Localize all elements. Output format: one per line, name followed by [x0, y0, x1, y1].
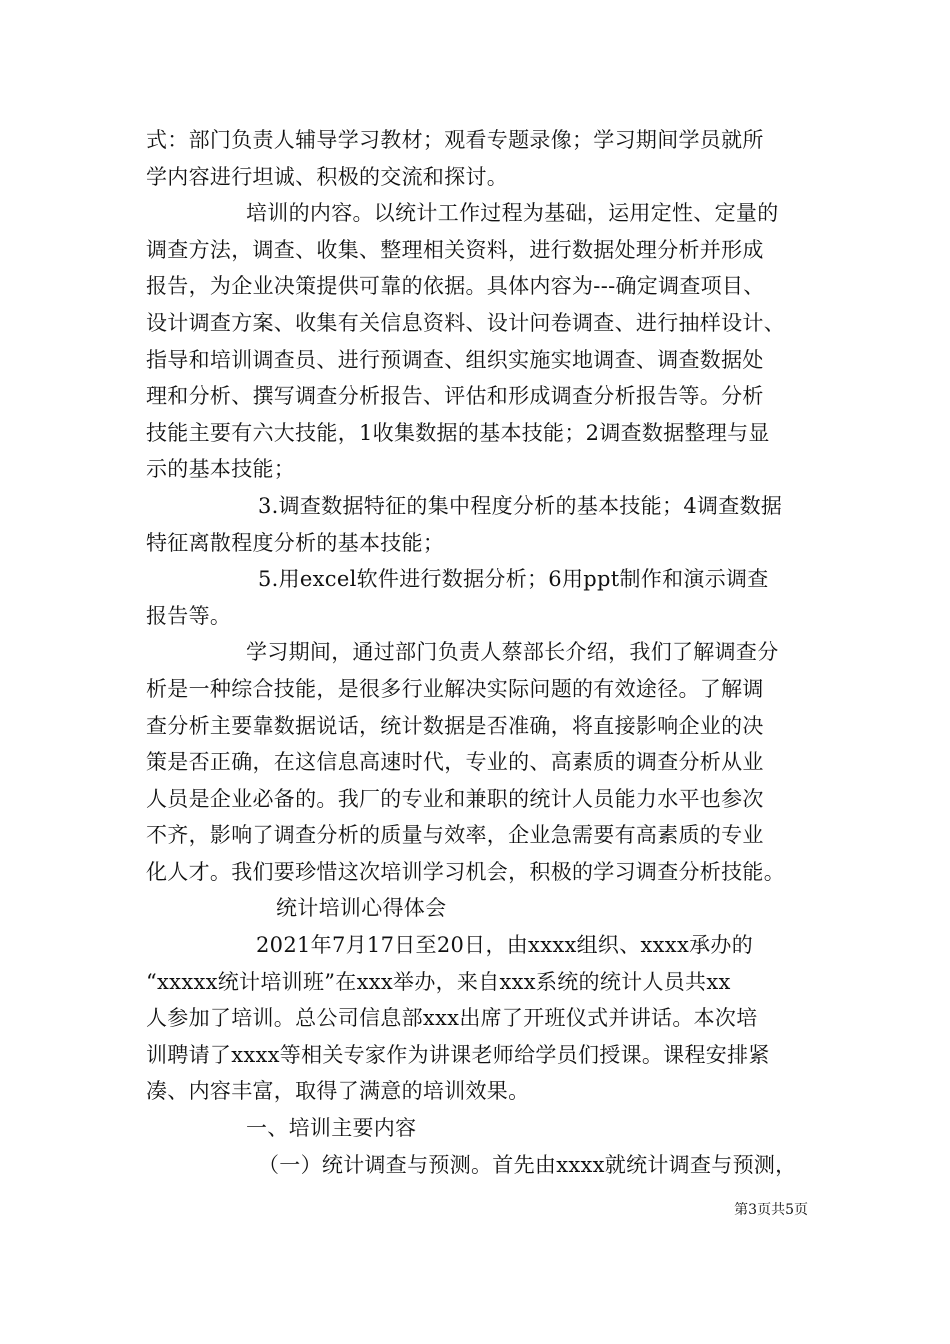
text-line: 调查方法，调查、收集、整理相关资料，进行数据处理分析并形成 [146, 237, 764, 262]
text-line: 理和分析、撰写调查分析报告、评估和形成调查分析报告等。分析 [146, 384, 764, 409]
text-line: 人员是企业必备的。我厂的专业和兼职的统计人员能力水平也参次 [146, 786, 764, 811]
text-line: 不齐，影响了调查分析的质量与效率，企业急需要有高素质的专业 [146, 823, 764, 848]
text-line: 化人才。我们要珍惜这次培训学习机会，积极的学习调查分析技能。 [146, 859, 785, 884]
text-line: “xxxxx统计培训班”在xxx举办，来自xxx系统的统计人员共xx [146, 969, 731, 994]
text-line: 5.用excel软件进行数据分析；6用ppt制作和演示调查 [258, 567, 769, 592]
text-line: 析是一种综合技能，是很多行业解决实际问题的有效途径。了解调 [146, 676, 764, 701]
section-heading: 统计培训心得体会 [276, 896, 447, 921]
text-line: 查分析主要靠数据说话，统计数据是否准确，将直接影响企业的决 [146, 713, 764, 738]
text-line: 学内容进行坦诚、积极的交流和探讨。 [146, 164, 509, 189]
text-line: 特征离散程度分析的基本技能； [146, 530, 445, 555]
text-line: 式：部门负责人辅导学习教材；观看专题录像；学习期间学员就所 [146, 128, 764, 152]
text-line: 报告，为企业决策提供可靠的依据。具体内容为---确定调查项目、 [146, 274, 765, 299]
text-line: 人参加了培训。总公司信息部xxx出席了开班仪式并讲话。本次培 [146, 1006, 758, 1031]
text-line: 技能主要有六大技能，1收集数据的基本技能；2调查数据整理与显 [146, 420, 770, 445]
text-line: 培训的内容。以统计工作过程为基础，运用定性、定量的 [246, 201, 779, 226]
text-line: 示的基本技能； [146, 457, 296, 482]
text-line: 2021年7月17日至20日，由xxxx组织、xxxx承办的 [256, 933, 753, 958]
page-number: 第3页共5页 [734, 1202, 808, 1218]
text-line: 凑、内容丰富，取得了满意的培训效果。 [146, 1079, 530, 1104]
document-body [146, 122, 814, 1183]
text-line: 3.调查数据特征的集中程度分析的基本技能；4调查数据 [258, 493, 783, 518]
text-line: 指导和培训调查员、进行预调查、组织实施实地调查、调查数据处 [146, 347, 764, 372]
text-line: （一）统计调查与预测。首先由xxxx就统计调查与预测， [258, 1152, 797, 1177]
text-line: 学习期间，通过部门负责人蔡部长介绍，我们了解调查分 [246, 640, 779, 665]
text-line: 策是否正确，在这信息高速时代，专业的、高素质的调查分析从业 [146, 750, 764, 775]
text-line: 设计调查方案、收集有关信息资料、设计问卷调查、进行抽样设计、 [146, 310, 785, 335]
text-line: 训聘请了xxxx等相关专家作为讲课老师给学员们授课。课程安排紧 [146, 1042, 770, 1067]
subsection-heading: 一、培训主要内容 [246, 1116, 417, 1141]
text-line: 报告等。 [146, 603, 232, 628]
